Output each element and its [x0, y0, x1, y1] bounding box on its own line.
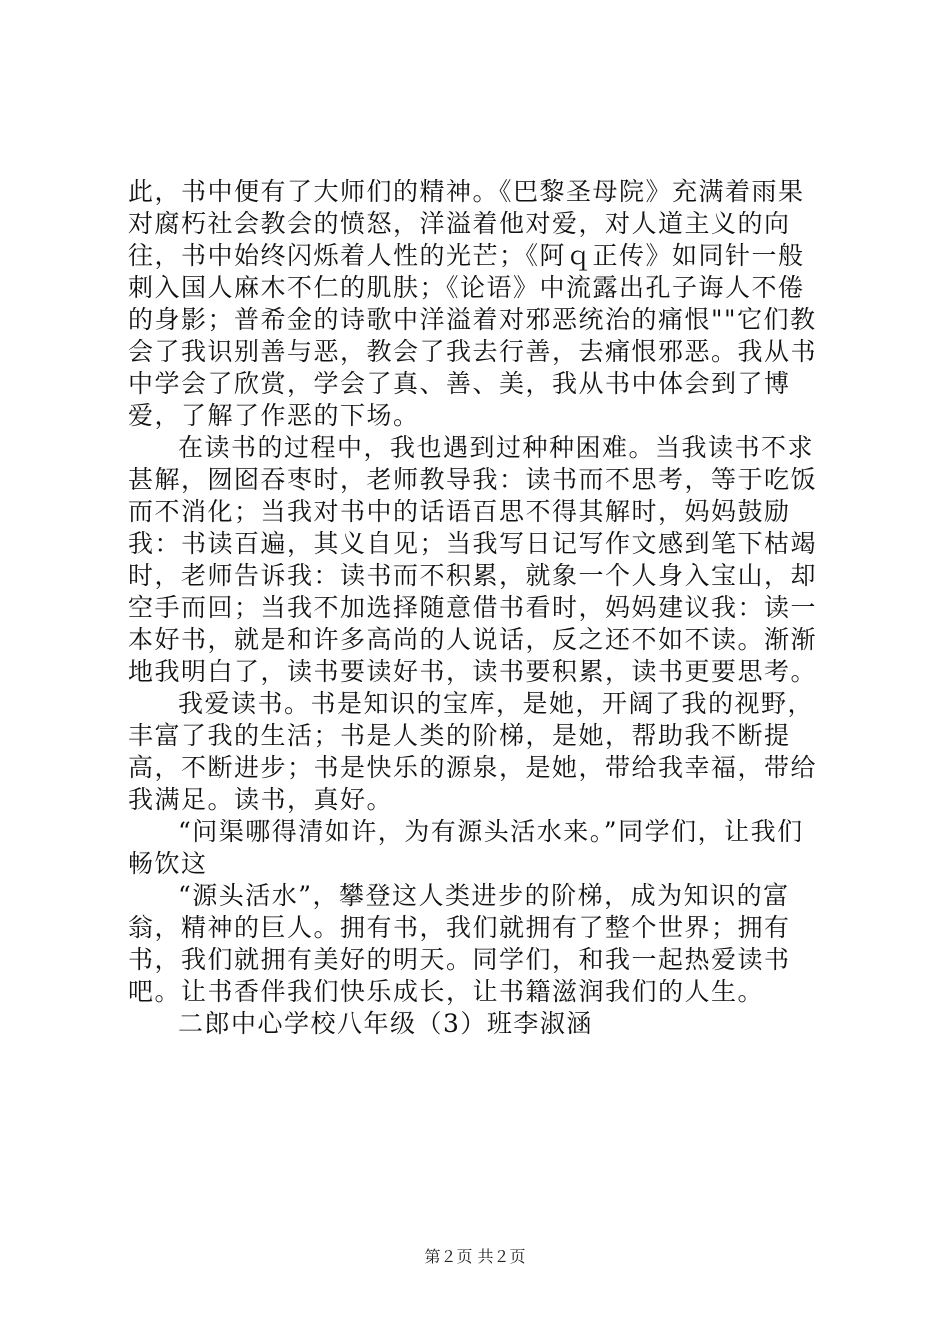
paragraph-1: 此，书中便有了大师们的精神。《巴黎圣母院》充满着雨果对腐朽社会教会的愤怒，洋溢着他对爱，对人道主义的向往，书中始终闪烁着人性的光芒；《阿ｑ正传》如同针一般刺入国人麻木不仁的肌肤；《论语》中流露出孔子诲人不倦的身影；普希金的诗歌中洋溢着对邪恶统治的痛恨""它们教会了我识别善与恶，教会了我去行善，去痛恨邪恶。我从书中学会了欣赏，学会了真、善、美，我从书中体会到了博爱，了解了作恶的下场。 [128, 177, 818, 430]
document-body [128, 176, 828, 1040]
author-line: 二郎中心学校八年级（3）班李淑涵 [178, 1009, 593, 1038]
paragraph-3: 我爱读书。书是知识的宝库，是她，开阔了我的视野，丰富了我的生活；书是人类的阶梯，是她，帮助我不断提高，不断进步；书是快乐的源泉，是她，带给我幸福，带给我满足。读书，真好。 [128, 689, 818, 814]
page-number-footer: 第２页 共２页 [424, 1247, 526, 1266]
paragraph-2: 在读书的过程中，我也遇到过种种困难。当我读书不求甚解，囫囵吞枣时，老师教导我：读书而不思考，等于吃饭而不消化；当我对书中的话语百思不得其解时，妈妈鼓励我：书读百遍，其义自见；当我写日记写作文感到笔下枯竭时，老师告诉我：读书而不积累，就象一个人身入宝山，却空手而回；当我不加选择随意借书看时，妈妈建议我：读一本好书，就是和许多高尚的人说话，反之还不如不读。渐渐地我明白了，读书要读好书，读书要积累，读书更要思考。 [128, 433, 818, 686]
paragraph-4: “问渠哪得清如许，为有源头活水来。”同学们，让我们畅饮这 [128, 817, 804, 878]
paragraph-5: “源头活水”，攀登这人类进步的阶梯，成为知识的富翁，精神的巨人。拥有书，我们就拥有了整个世界；拥有书，我们就拥有美好的明天。同学们，和我一起热爱读书吧。让书香伴我们快乐成长，让书籍滋润我们的人生。 [128, 881, 791, 1006]
